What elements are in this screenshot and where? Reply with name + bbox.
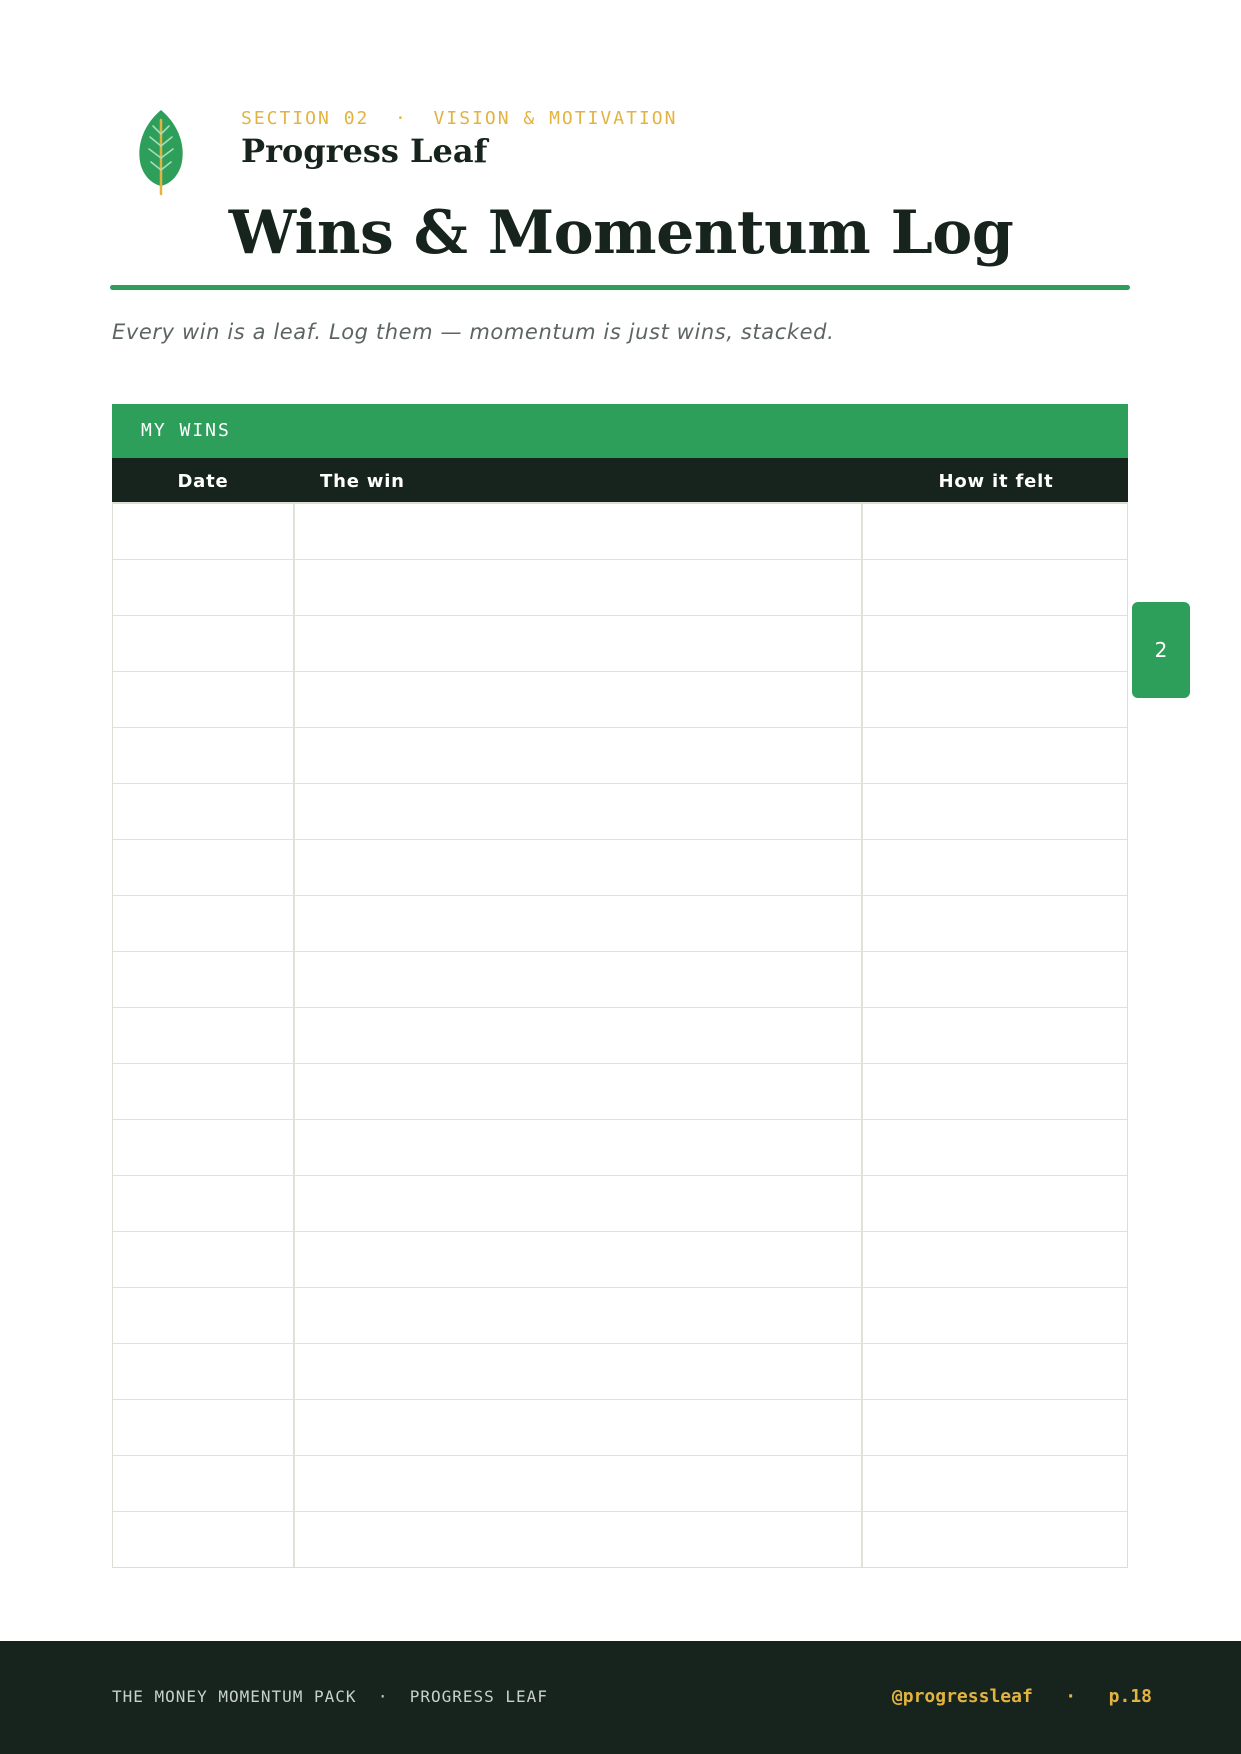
date-cell[interactable] (113, 728, 295, 783)
felt-cell[interactable] (863, 952, 1127, 1007)
felt-cell[interactable] (863, 616, 1127, 671)
table-row (113, 840, 1127, 896)
felt-cell[interactable] (863, 840, 1127, 895)
column-header-felt: How it felt (938, 471, 1054, 492)
date-cell[interactable] (113, 1288, 295, 1343)
win-cell[interactable] (295, 1008, 863, 1063)
date-cell[interactable] (113, 504, 295, 559)
felt-cell[interactable] (863, 1232, 1127, 1287)
felt-cell[interactable] (863, 1456, 1127, 1511)
win-cell[interactable] (295, 1344, 863, 1399)
date-cell[interactable] (113, 1176, 295, 1231)
table-row (113, 616, 1127, 672)
date-cell[interactable] (113, 1344, 295, 1399)
felt-cell[interactable] (863, 1288, 1127, 1343)
table-row (113, 784, 1127, 840)
section-kicker: SECTION 02 · VISION & MOTIVATION (241, 108, 678, 129)
felt-cell[interactable] (863, 896, 1127, 951)
table-row (113, 1120, 1127, 1176)
table-body (112, 502, 1128, 1568)
win-cell[interactable] (295, 672, 863, 727)
table-banner: MY WINS (112, 404, 1128, 458)
win-cell[interactable] (295, 1064, 863, 1119)
date-cell[interactable] (113, 560, 295, 615)
win-cell[interactable] (295, 784, 863, 839)
date-cell[interactable] (113, 952, 295, 1007)
leaf-icon (134, 106, 188, 196)
table-row (113, 896, 1127, 952)
table-row (113, 728, 1127, 784)
win-cell[interactable] (295, 1120, 863, 1175)
table-row (113, 1400, 1127, 1456)
page-title: Wins & Momentum Log (228, 198, 1014, 268)
date-cell[interactable] (113, 1512, 295, 1567)
table-row (113, 1288, 1127, 1344)
column-header-date: Date (177, 471, 229, 492)
footer-pack-name: THE MONEY MOMENTUM PACK · PROGRESS LEAF (112, 1687, 548, 1706)
column-header-win: The win (320, 471, 405, 492)
win-cell[interactable] (295, 504, 863, 559)
win-cell[interactable] (295, 1288, 863, 1343)
win-cell[interactable] (295, 616, 863, 671)
date-cell[interactable] (113, 784, 295, 839)
date-cell[interactable] (113, 896, 295, 951)
date-cell[interactable] (113, 1120, 295, 1175)
table-row (113, 1456, 1127, 1512)
date-cell[interactable] (113, 1456, 295, 1511)
win-cell[interactable] (295, 1400, 863, 1455)
table-row (113, 1344, 1127, 1400)
win-cell[interactable] (295, 952, 863, 1007)
felt-cell[interactable] (863, 1008, 1127, 1063)
felt-cell[interactable] (863, 1176, 1127, 1231)
felt-cell[interactable] (863, 504, 1127, 559)
brand-name: Progress Leaf (241, 132, 488, 170)
title-divider (110, 285, 1130, 290)
win-cell[interactable] (295, 896, 863, 951)
felt-cell[interactable] (863, 1064, 1127, 1119)
felt-cell[interactable] (863, 1120, 1127, 1175)
felt-cell[interactable] (863, 1400, 1127, 1455)
win-cell[interactable] (295, 1176, 863, 1231)
table-row (113, 1512, 1127, 1567)
table-row (113, 1064, 1127, 1120)
table-row (113, 672, 1127, 728)
win-cell[interactable] (295, 1512, 863, 1567)
felt-cell[interactable] (863, 1344, 1127, 1399)
win-cell[interactable] (295, 840, 863, 895)
felt-cell[interactable] (863, 728, 1127, 783)
page-tab[interactable]: 2 (1132, 602, 1190, 698)
date-cell[interactable] (113, 616, 295, 671)
date-cell[interactable] (113, 1064, 295, 1119)
table-row (113, 1008, 1127, 1064)
table-row (113, 952, 1127, 1008)
table-row (113, 504, 1127, 560)
win-cell[interactable] (295, 1232, 863, 1287)
felt-cell[interactable] (863, 784, 1127, 839)
date-cell[interactable] (113, 1232, 295, 1287)
table-row (113, 560, 1127, 616)
felt-cell[interactable] (863, 1512, 1127, 1567)
win-cell[interactable] (295, 560, 863, 615)
win-cell[interactable] (295, 1456, 863, 1511)
footer-handle-page: @progressleaf · p.18 (891, 1686, 1152, 1707)
footer (0, 1641, 1241, 1754)
felt-cell[interactable] (863, 672, 1127, 727)
table-row (113, 1232, 1127, 1288)
felt-cell[interactable] (863, 560, 1127, 615)
tagline: Every win is a leaf. Log them — momentum is just wins, stacked. (112, 320, 835, 344)
table-row (113, 1176, 1127, 1232)
date-cell[interactable] (113, 1400, 295, 1455)
date-cell[interactable] (113, 840, 295, 895)
date-cell[interactable] (113, 1008, 295, 1063)
column-headers (112, 458, 1128, 502)
win-cell[interactable] (295, 728, 863, 783)
date-cell[interactable] (113, 672, 295, 727)
wins-log-table (112, 404, 1128, 1568)
